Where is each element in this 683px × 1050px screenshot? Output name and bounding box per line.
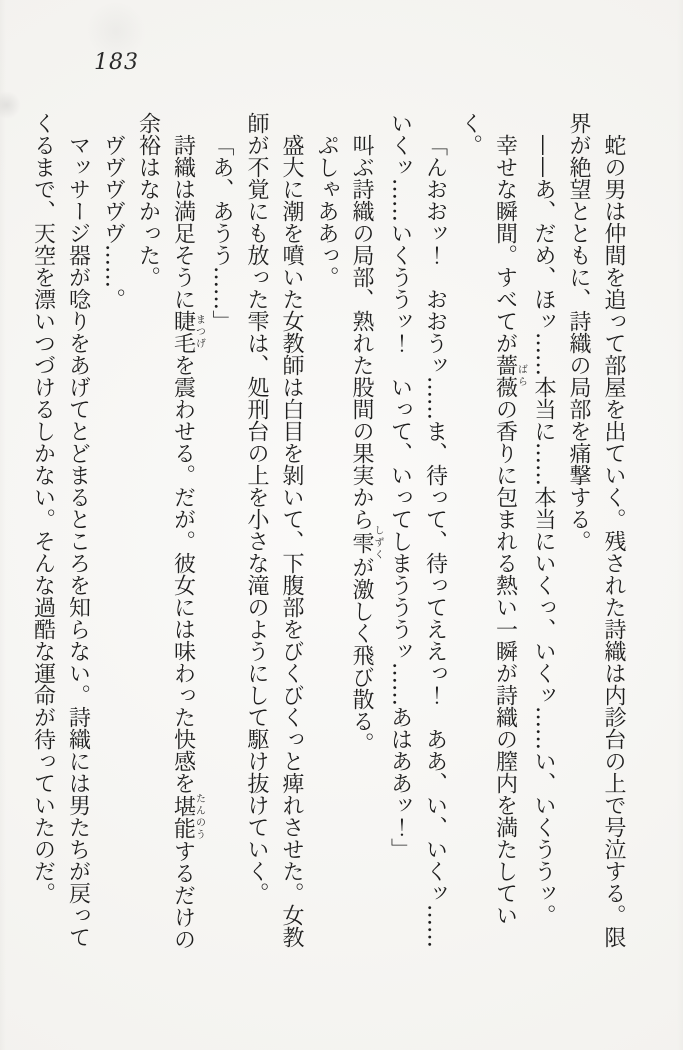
paragraph-3: 幸せな瞬間。すべてが薔薇ばらの香りに包まれる熱い一瞬が詩織の膣内を満たしていく。 (457, 112, 527, 926)
paragraph-7: 盛大に潮を噴いた女教師は白目を剝いて、下腹部をびくびくっと痺れさせた。女教師が不覚にも放った雫は、処刑台の上を小さな滝のようにして駆け抜けていく。 (244, 112, 304, 948)
body-text (26, 112, 632, 952)
paragraph-6: ぷしゃああっ。 (314, 134, 339, 288)
paragraph-4: 「んおおッ！ おおうッ……ま、待って、待ってええっ！ ああ、い、いくッ……いくッ……いくううッ！ いって、いってしまうううッ……あはああッ！」 (387, 112, 448, 948)
paragraph-10: ヴヴヴヴヴ……。 (100, 134, 126, 310)
paragraph-2: ——あ、だめ、ほッ……本当に……本当にいくっ、いくッ……い、いくううッ。 (531, 134, 556, 926)
furigana-term: 睫毛まつげ (170, 310, 205, 354)
furigana-term: 雫しずく (349, 525, 383, 561)
furigana-term: 薔薇ばら (492, 354, 527, 398)
page-number: 183 (94, 50, 139, 75)
paragraph-5: 叫ぶ詩織の局部、熟れた股間の果実から雫しずくが激しく飛び散る。 (349, 134, 383, 754)
paragraph-1: 蛇の男は仲間を追って部屋を出ていく。残された詩織は内診台の上で号泣する。限界が絶望とともに、詩織の局部を痛撃する。 (566, 112, 626, 948)
paragraph-8: 「あ、あうう……」 (209, 134, 234, 332)
paragraph-11: マッサージ器が唸りをあげてとどまるところを知らない。詩織には男たちが戻ってくるまで、天空を漂いつづけるしかない。そんな過酷な運命が待っていたのだ。 (30, 112, 91, 948)
paragraph-9: 詩織は満足そうに睫毛まつげを震わせる。だが。彼女には味わった快感を堪能たんのうするだけの余裕はなかった。 (135, 112, 205, 950)
furigana-term: 堪能たんのう (170, 793, 205, 841)
